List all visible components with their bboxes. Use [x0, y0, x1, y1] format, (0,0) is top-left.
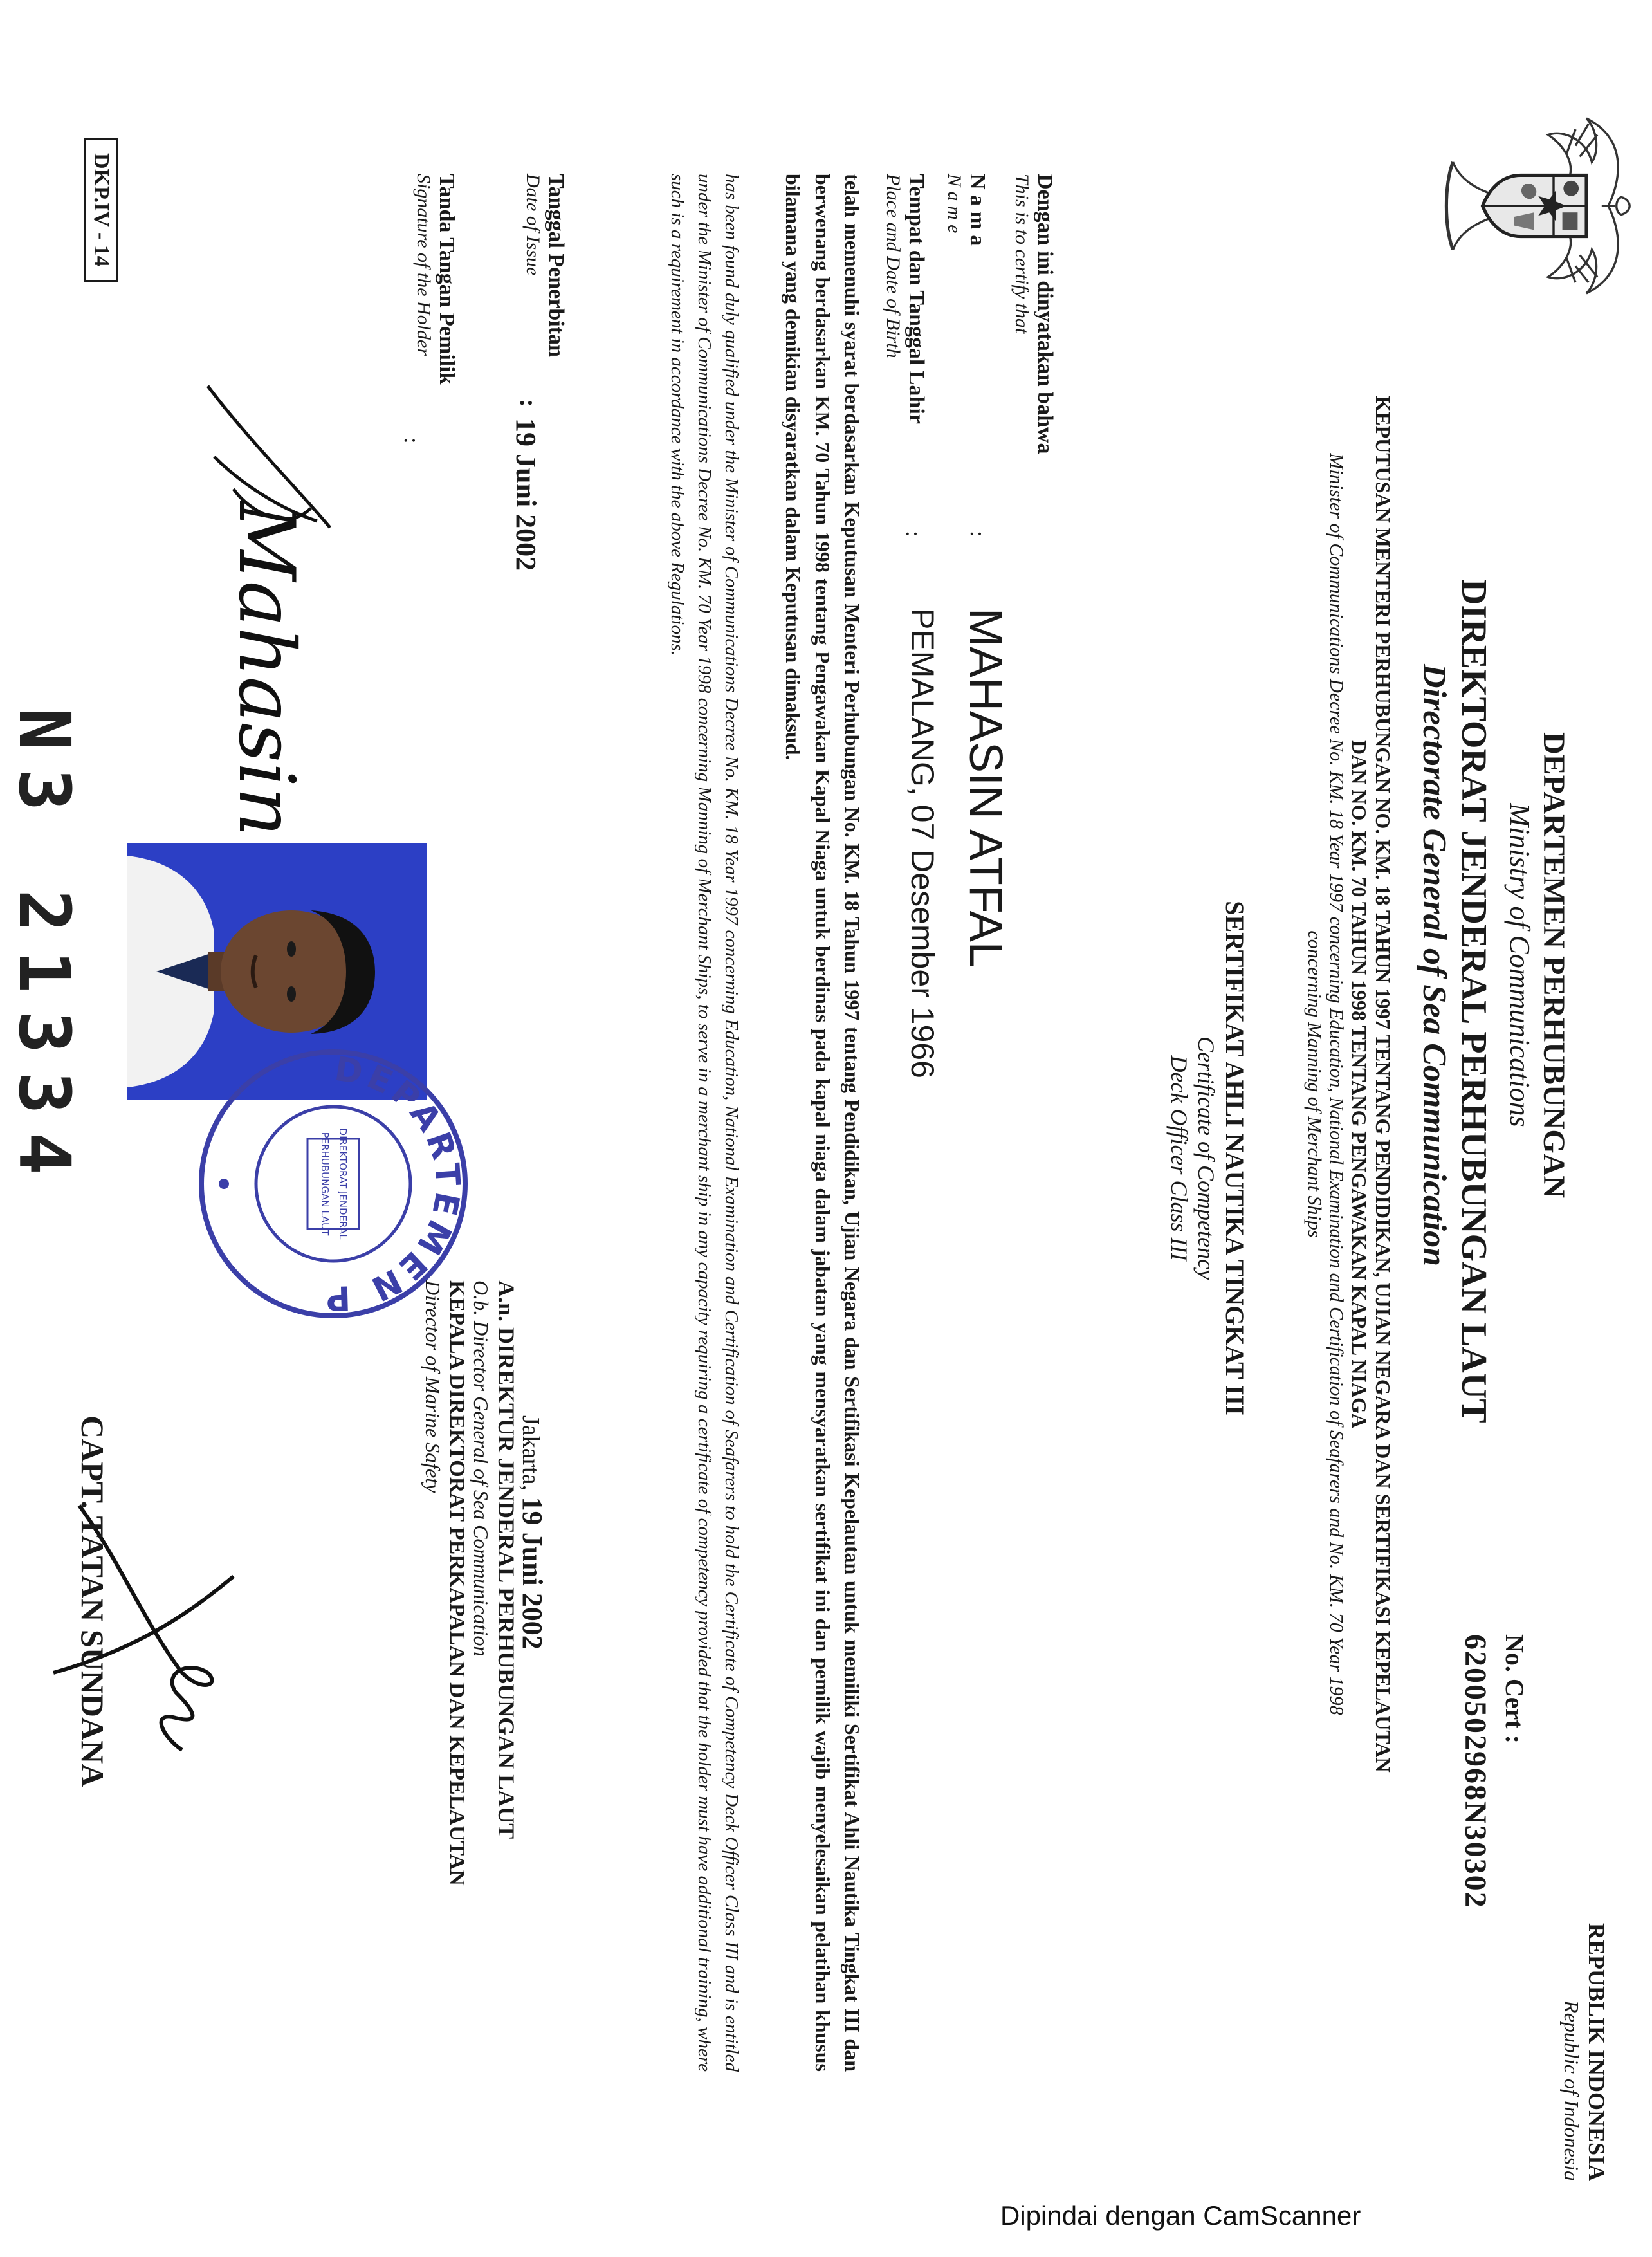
stamp-inner-text-2: PERHUBUNGAN LAUT [319, 1132, 331, 1236]
certify-label-en: This is to certify that [1011, 174, 1032, 334]
birth-label-block [882, 174, 928, 424]
certify-label: Dengan ini dinyatakan bahwa [1033, 174, 1057, 454]
holder-signature-label: Tanda Tangan Pemilik [435, 174, 459, 385]
directorate-title-en: Directorate General of Sea Communication [1416, 664, 1453, 1266]
department-title: DEPARTEMEN PERHUBUNGAN [1537, 732, 1571, 1199]
birth-colon: : [901, 531, 925, 537]
certificate-title [1166, 772, 1250, 1544]
body-text-indonesian: telah memenuhi syarat berdasarkan Keputusan Menteri Perhubungan No. KM. 18 Tahun 1997 tentang Pendidikan, Ujian Negara dan Sertifikasi Kepelautan untuk memiliki Sertifikat Ahli Nautika Tingkat III dan berwenang berdasarkan KM. 70 Tahun 1998 tentang Pengawakan Kapal Niaga untuk berdinas pada kapal niaga dalam jabatan yang mensyaratkan sertifikat ini dan pemilik wajib menyelesaikan pelatihan khusus bilamana yang demikian disyaratkan dalam Keputusan dimaksud. [782, 174, 864, 2072]
issuer-heading [1415, 579, 1572, 1423]
holder-signature [188, 360, 356, 837]
republic-label: REPUBLIK INDONESIA [1584, 1922, 1610, 2181]
name-colon: : [966, 531, 989, 537]
signatory-kepala-line: KEPALA DIREKTORAT PERKAPALAN DAN KEPELAUTAN [445, 1280, 469, 1886]
stamp-inner-text-1: DIREKTORAT JENDERAL [337, 1128, 349, 1240]
signatory-ob-line: O.b. Director General of Sea Communication [470, 1280, 493, 1657]
issue-date-label-block [522, 174, 568, 357]
republic-label-en: Republic of Indonesia [1560, 2000, 1583, 2181]
republic-heading [1559, 1821, 1610, 2181]
cert-number-block [1458, 1634, 1530, 1909]
decree-line-1: KEPUTUSAN MENTERI PERHUBUNGAN NO. KM. 18 TAHUN 1997 TENTANG PENDIDIKAN, UJIAN NEGARA DAN SERTIFIKASI KEPELAUTAN [1372, 396, 1395, 1773]
directorate-title: DIREKTORAT JENDERAL PERHUBUNGAN LAUT [1454, 579, 1494, 1423]
signatory-name: CAPT. TATAN SUNDANA [75, 1415, 111, 1787]
name-label-en: N a m e [944, 174, 965, 234]
form-code: DKP.IV - 14 [84, 138, 118, 282]
certificate-title-en-1: Certificate of Competency [1193, 1036, 1219, 1280]
birth-label-en: Place and Date of Birth [883, 174, 904, 358]
issue-date-colon: : [515, 399, 542, 407]
birth-label: Tempat dan Tanggal Lahir [904, 174, 928, 424]
issue-date-label-en: Date of Issue [522, 174, 544, 276]
decree-line-4: concerning Manning of Merchant Ships [1304, 930, 1325, 1238]
name-label-block [943, 174, 989, 246]
holder-signature-text: Mahasin [221, 502, 311, 837]
birth-place-date: PEMALANG, 07 Desember 1966 [904, 608, 941, 1078]
signatory-block [421, 1280, 520, 1949]
certificate-title-en-2: Deck Officer Class III [1166, 1055, 1192, 1261]
ministry-title: Ministry of Communications [1504, 803, 1536, 1127]
holder-signature-label-block [412, 174, 459, 385]
holder-signature-label-en: Signature of the Holder [413, 174, 434, 356]
issue-date-label: Tanggal Penerbitan [544, 174, 568, 357]
decree-line-2: DAN NO. KM. 70 TAHUN 1998 TENTANG PENGAWAKAN KAPAL NIAGA [1348, 740, 1371, 1428]
issue-place-date [516, 1415, 549, 1650]
holder-name: MAHASIN ATFAL [960, 608, 1011, 968]
serial-number: N3 21334 [3, 708, 86, 1193]
certify-label-block [1011, 174, 1057, 454]
decree-line-3: Minister of Communications Decree No. KM. 18 Year 1997 concerning Education, National Examination and Certification of Seafarers and No. KM. 70 Year 1998 [1326, 453, 1347, 1715]
garuda-emblem-icon [1433, 97, 1652, 315]
signatory-director-line: Director of Marine Safety [421, 1280, 445, 1493]
holder-signature-colon: : [399, 438, 423, 444]
cert-number-value: 6200502968N30302 [1458, 1634, 1492, 1909]
certificate-title-main: SERTIFIKAT AHLI NAUTIKA TINGKAT III [1220, 901, 1249, 1415]
issue-place: Jakarta, [517, 1415, 544, 1491]
cert-number-label: No. Cert : [1500, 1634, 1529, 1744]
name-label: N a m a [966, 174, 989, 246]
issuer-date: 19 Juni 2002 [517, 1497, 548, 1650]
stamp-outer-text: DEPARTEMEN P [321, 1049, 467, 1318]
signatory-an-line: A.n. DIREKTUR JENDERAL PERHUBUNGAN LAUT [493, 1280, 519, 1839]
scanner-watermark: Dipindai dengan CamScanner [1000, 2200, 1361, 2231]
body-text-english: has been found duly qualified under the Minister of Communications Decree No. KM. 18 Year 1997 concerning Education, National Examination and Certification of Seafarers to hold the Certificate of Competency Deck Officer Class III and is entitled under the Minister of Communications Decree No. KM. 70 Year 1998 concerning Manning of Merchant Ships, to serve in a merchant ship in any capacity requiring a certificate of competency provided that the holder must have additional training, where such is a requirement in accordance with the above Regulations. [667, 174, 742, 2072]
decree-reference [1303, 135, 1395, 2033]
issue-date: 19 Juni 2002 [510, 418, 542, 571]
